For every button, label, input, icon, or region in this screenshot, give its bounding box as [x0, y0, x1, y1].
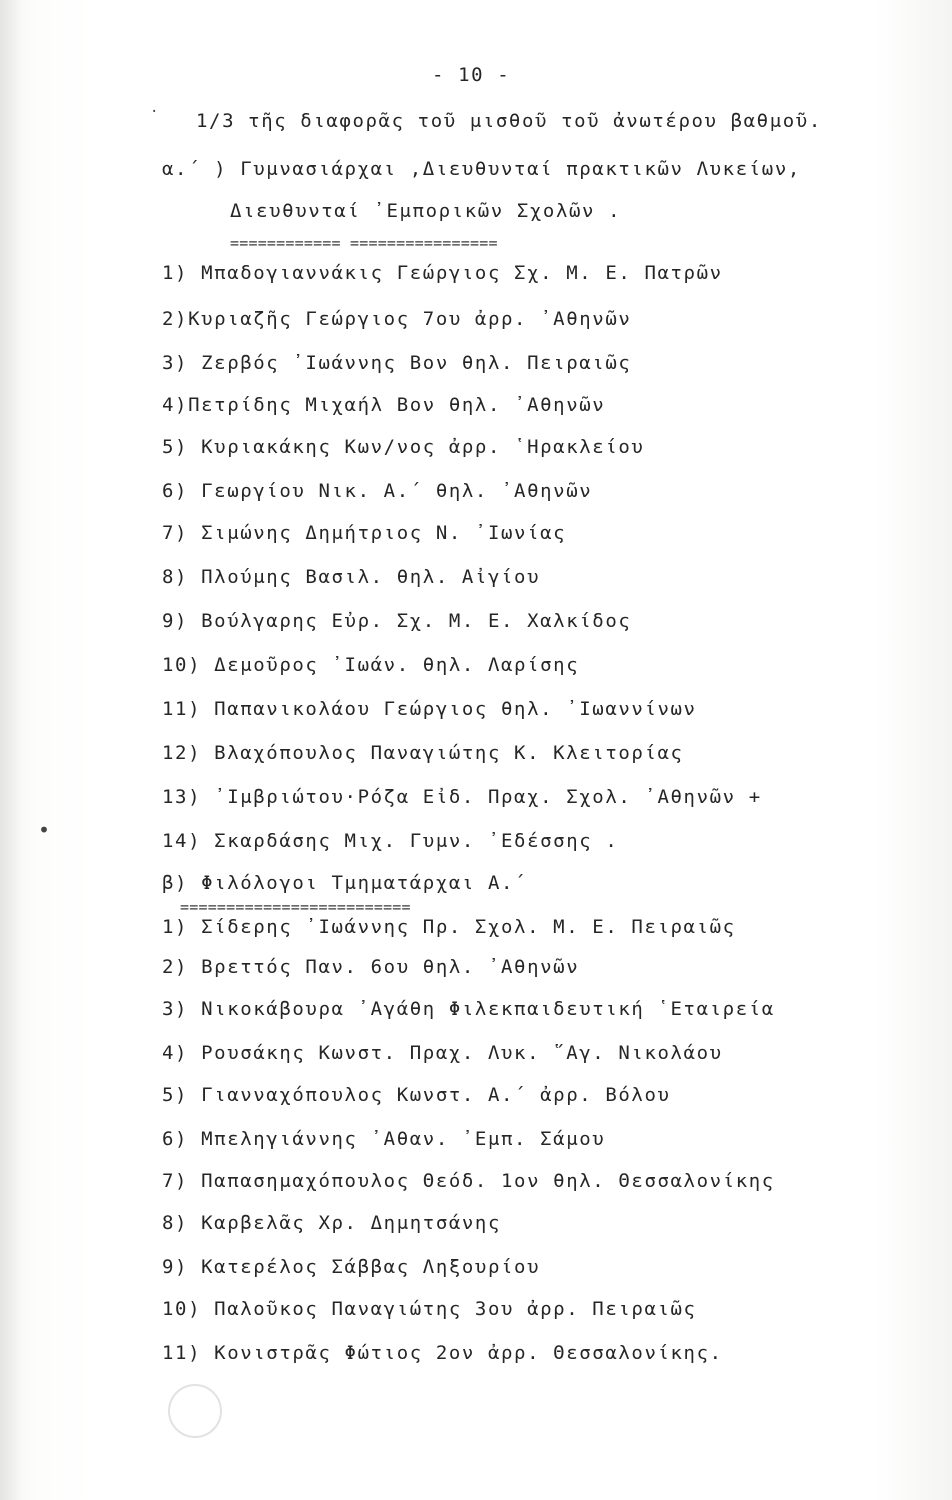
section-a-heading-line2: Διευθυνταί ᾿Εμπορικῶν Σχολῶν . — [230, 200, 622, 222]
bleed-through-seal — [168, 1384, 222, 1438]
list-item: 11) Κονιστρᾶς Φώτιος 2ον ἀρρ. Θεσσαλονίκης. — [162, 1342, 723, 1364]
margin-dot-mark: · — [150, 104, 159, 120]
list-item: 1) Σίδερης ᾿Ιωάννης Πρ. Σχολ. Μ. Ε. Πειραιῶς — [162, 916, 736, 938]
list-item: 5) Κυριακάκης Κων/νος ἀρρ. ῾Ηρακλείου — [162, 436, 645, 458]
list-item: 3) Ζερβός ᾿Ιωάννης Βον θηλ. Πειραιῶς — [162, 352, 632, 374]
list-item: 13) ᾿Ιμβριώτου·Ρόζα Εἰδ. Πραχ. Σχολ. ᾿Αθηνῶν + — [162, 786, 762, 808]
list-item: 4)Πετρίδης Μιχαήλ Βον θηλ. ᾿Αθηνῶν — [162, 394, 606, 416]
section-b-rule: ========================= — [180, 898, 411, 916]
list-item: 6) Μπεληγιάννης ᾿Αθαν. ᾿Εμπ. Σάμου — [162, 1128, 606, 1150]
list-item: 4) Ρουσάκης Κωνστ. Πραχ. Λυκ. ῞Αγ. Νικολάου — [162, 1042, 723, 1064]
list-item: 14) Σκαρδάσης Μιχ. Γυμν. ᾿Εδέσσης . — [162, 830, 619, 852]
margin-dot-mark: • — [38, 818, 51, 842]
list-item: 10) Παλοῦκος Παναγιώτης 3ου ἀρρ. Πειραιῶς — [162, 1298, 697, 1320]
list-item: 1) Μπαδογιαννάκις Γεώργιος Σχ. Μ. Ε. Πατρῶν — [162, 262, 723, 284]
list-item: 11) Παπανικολάου Γεώργιος θηλ. ᾿Ιωαννίνων — [162, 698, 697, 720]
list-item: 7) Σιμώνης Δημήτριος Ν. ᾿Ιωνίας — [162, 522, 567, 544]
list-item: 8) Καρβελᾶς Χρ. Δημητσάνης — [162, 1212, 502, 1234]
list-item: 8) Πλούμης Βασιλ. θηλ. Αἰγίου — [162, 566, 541, 588]
section-b-heading: β) Φιλόλογοι Τμηματάρχαι Α.´ — [162, 872, 528, 894]
list-item: 12) Βλαχόπουλος Παναγιώτης Κ. Κλειτορίας — [162, 742, 684, 764]
page-number: - 10 - — [432, 64, 511, 86]
list-item: 2)Κυριαζῆς Γεώργιος 7ου ἀρρ. ᾿Αθηνῶν — [162, 308, 632, 330]
list-item: 5) Γιανναχόπουλος Κωνστ. Α.´ ἀρρ. Βόλου — [162, 1084, 671, 1106]
list-item: 3) Νικοκάβουρα ᾿Αγάθη Φιλεκπαιδευτική ῾Εταιρεία — [162, 998, 775, 1020]
list-item: 2) Βρεττός Παν. 6ου θηλ. ᾿Αθηνῶν — [162, 956, 580, 978]
list-item: 10) Δεμοῦρος ᾿Ιωάν. θηλ. Λαρίσης — [162, 654, 580, 676]
section-a-heading-line1: α.´ ) Γυμνασιάρχαι ,Διευθυνταί πρακτικῶν Λυκείων, — [162, 158, 801, 180]
intro-line: 1/3 τῆς διαφορᾶς τοῦ μισθοῦ τοῦ ἀνωτέρου βαθμοῦ. — [196, 110, 822, 132]
page-edge-shadow — [0, 0, 22, 1500]
section-a-rule: ============ ================ — [230, 234, 498, 252]
list-item: 7) Παπασημαχόπουλος Θεόδ. 1ον θηλ. Θεσσαλονίκης — [162, 1170, 775, 1192]
list-item: 9) Βούλγαρης Εὐρ. Σχ. Μ. Ε. Χαλκίδος — [162, 610, 632, 632]
list-item: 6) Γεωργίου Νικ. Α.´ θηλ. ᾿Αθηνῶν — [162, 480, 593, 502]
list-item: 9) Κατερέλος Σάββας Ληξουρίου — [162, 1256, 541, 1278]
